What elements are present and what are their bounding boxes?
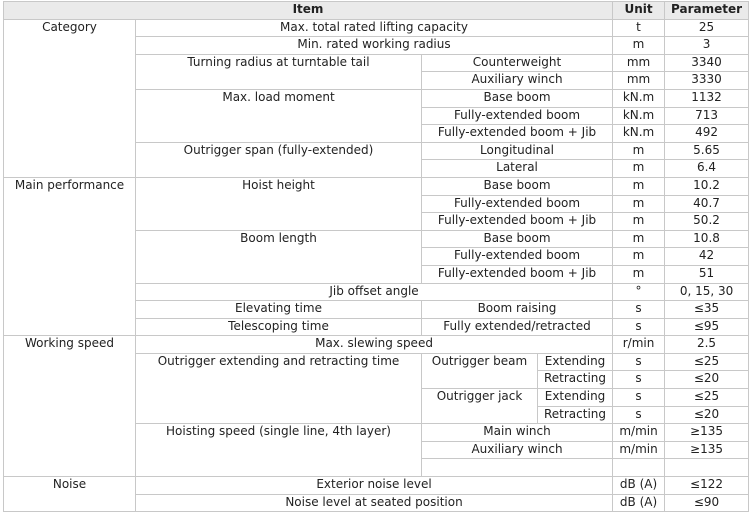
item-label: Lateral: [422, 160, 613, 178]
unit-cell: mm: [613, 54, 665, 72]
item-label: Auxiliary winch: [422, 441, 613, 459]
category-cell: Working speed: [4, 336, 136, 477]
unit-cell: s: [613, 318, 665, 336]
value-cell: ≤122: [665, 477, 749, 495]
unit-cell: s: [613, 301, 665, 319]
item-label: Exterior noise level: [136, 477, 613, 495]
item-label: Longitudinal: [422, 142, 613, 160]
unit-cell: s: [613, 371, 665, 389]
item-label: Retracting: [538, 371, 613, 389]
item-label: Fully-extended boom + Jib: [422, 265, 613, 283]
group-label: Boom length: [136, 230, 422, 283]
value-cell: 10.2: [665, 177, 749, 195]
unit-cell: s: [613, 353, 665, 371]
item-label: Extending: [538, 353, 613, 371]
value-cell: ≤95: [665, 318, 749, 336]
unit-cell: m: [613, 265, 665, 283]
value-cell: 25: [665, 19, 749, 37]
item-label: Max. slewing speed: [136, 336, 613, 354]
table-row: [4, 477, 749, 495]
unit-cell: m: [613, 213, 665, 231]
value-cell: 3330: [665, 72, 749, 90]
header-item: Item: [4, 2, 613, 20]
group-label: Hoist height: [136, 177, 422, 230]
item-label: Min. rated working radius: [136, 37, 613, 55]
category-cell: Main performance: [4, 177, 136, 335]
table-row: [4, 19, 749, 37]
value-cell: 10.8: [665, 230, 749, 248]
subgroup-label: Outrigger jack: [422, 389, 538, 424]
value-cell: 2.5: [665, 336, 749, 354]
value-cell: ≥135: [665, 441, 749, 459]
item-label: Noise level at seated position: [136, 494, 613, 512]
unit-cell: m: [613, 37, 665, 55]
value-cell: 6.4: [665, 160, 749, 178]
unit-cell: m/min: [613, 441, 665, 459]
item-label: Fully-extended boom: [422, 107, 613, 125]
item-label: Fully extended/retracted: [422, 318, 613, 336]
unit-cell: m: [613, 142, 665, 160]
unit-cell: kN.m: [613, 107, 665, 125]
value-cell: ≤20: [665, 406, 749, 424]
item-label: Jib offset angle: [136, 283, 613, 301]
unit-cell: kN.m: [613, 125, 665, 143]
value-cell: 492: [665, 125, 749, 143]
value-cell: ≤20: [665, 371, 749, 389]
unit-cell: m: [613, 195, 665, 213]
value-cell: ≤90: [665, 494, 749, 512]
group-label: Hoisting speed (single line, 4th layer): [136, 424, 422, 477]
value-cell: 1132: [665, 89, 749, 107]
spec-table: [3, 1, 749, 512]
item-label: Base boom: [422, 230, 613, 248]
group-label: Telescoping time: [136, 318, 422, 336]
header-parameter: Parameter: [665, 2, 749, 20]
value-cell: 713: [665, 107, 749, 125]
group-label: Elevating time: [136, 301, 422, 319]
unit-cell: m: [613, 177, 665, 195]
item-label: Fully-extended boom + Jib: [422, 213, 613, 231]
unit-cell: t: [613, 19, 665, 37]
unit-cell: m: [613, 230, 665, 248]
unit-cell: s: [613, 406, 665, 424]
item-label: Main winch: [422, 424, 613, 442]
category-cell: Noise: [4, 477, 136, 512]
group-label: Turning radius at turntable tail: [136, 54, 422, 89]
value-cell: 51: [665, 265, 749, 283]
group-label: Max. load moment: [136, 89, 422, 142]
item-label: Max. total rated lifting capacity: [136, 19, 613, 37]
value-cell: 50.2: [665, 213, 749, 231]
item-label: Fully-extended boom + Jib: [422, 125, 613, 143]
unit-cell: m: [613, 160, 665, 178]
value-cell: 0, 15, 30: [665, 283, 749, 301]
item-label: Retracting: [538, 406, 613, 424]
value-cell: ≥135: [665, 424, 749, 442]
value-cell: ≤25: [665, 353, 749, 371]
item-label: Base boom: [422, 177, 613, 195]
item-label: Counterweight: [422, 54, 613, 72]
unit-cell: °: [613, 283, 665, 301]
table-row: [4, 177, 749, 195]
item-label: Fully-extended boom: [422, 195, 613, 213]
unit-cell: dB (A): [613, 477, 665, 495]
value-cell: ≤35: [665, 301, 749, 319]
subgroup-label: Outrigger beam: [422, 353, 538, 388]
value-cell: 3: [665, 37, 749, 55]
value-cell: 40.7: [665, 195, 749, 213]
item-label: Boom raising: [422, 301, 613, 319]
value-cell: 3340: [665, 54, 749, 72]
unit-cell: dB (A): [613, 494, 665, 512]
value-cell: ≤25: [665, 389, 749, 407]
value-cell: 5.65: [665, 142, 749, 160]
category-cell: Category: [4, 19, 136, 177]
unit-cell: mm: [613, 72, 665, 90]
item-label: Auxiliary winch: [422, 72, 613, 90]
table-row: [4, 336, 749, 354]
unit-cell: s: [613, 389, 665, 407]
item-label: Extending: [538, 389, 613, 407]
value-cell: 42: [665, 248, 749, 266]
item-label: [422, 459, 613, 477]
unit-cell: m: [613, 248, 665, 266]
header-row: [4, 2, 749, 20]
unit-cell: r/min: [613, 336, 665, 354]
group-label: Outrigger extending and retracting time: [136, 353, 422, 423]
header-unit: Unit: [613, 2, 665, 20]
item-label: Fully-extended boom: [422, 248, 613, 266]
unit-cell: m/min: [613, 424, 665, 442]
unit-cell: kN.m: [613, 89, 665, 107]
value-cell: [665, 459, 749, 477]
item-label: Base boom: [422, 89, 613, 107]
group-label: Outrigger span (fully-extended): [136, 142, 422, 177]
unit-cell: [613, 459, 665, 477]
